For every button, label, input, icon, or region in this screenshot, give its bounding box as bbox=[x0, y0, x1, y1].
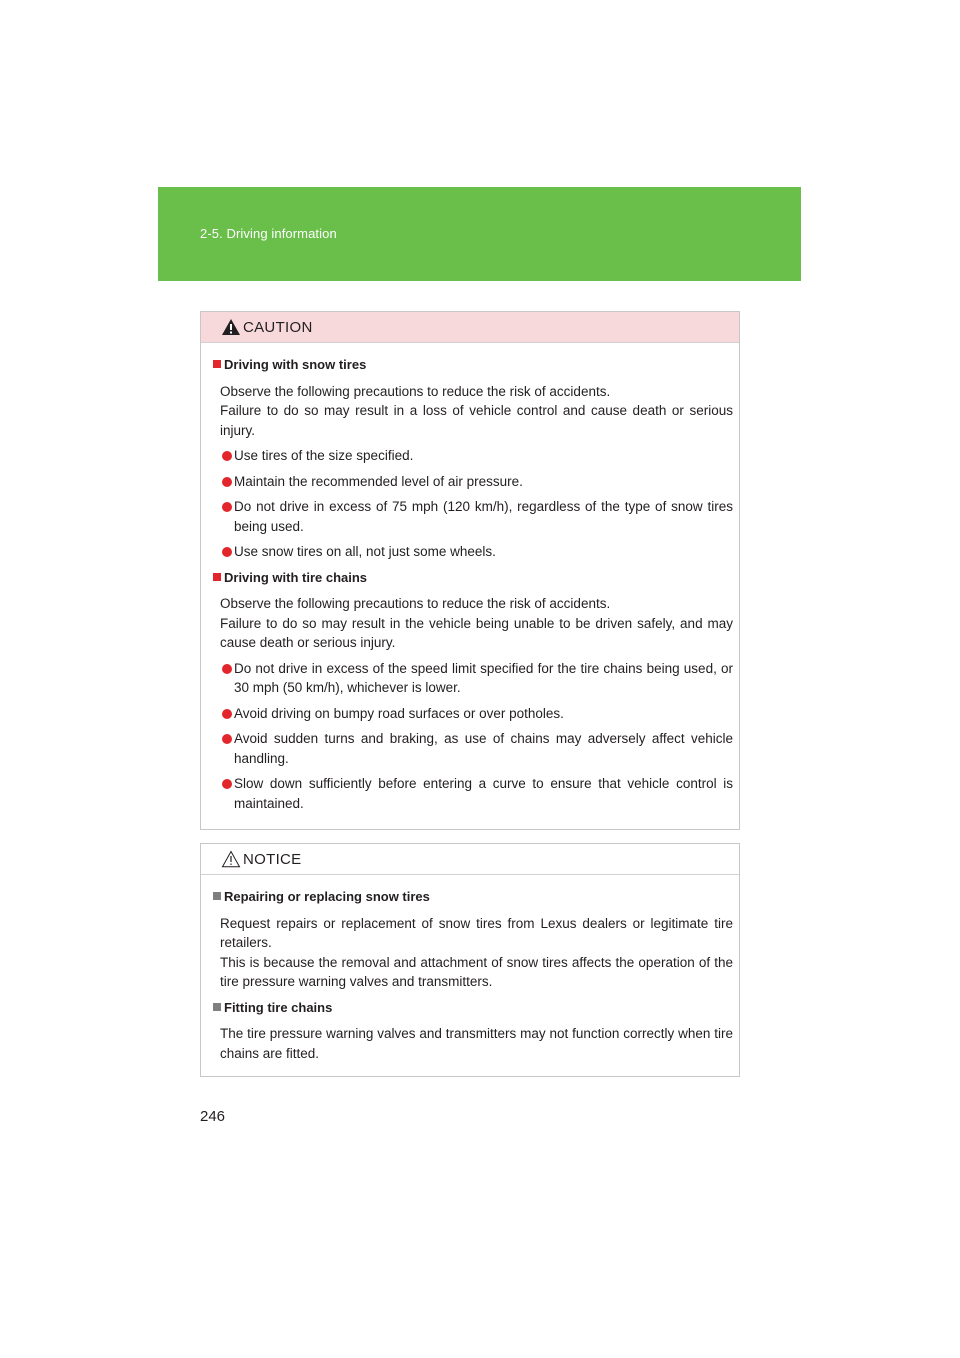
caution-box bbox=[200, 311, 740, 830]
notice-warning-icon bbox=[221, 850, 241, 868]
bullet-dot-icon bbox=[222, 547, 232, 557]
page-number: 246 bbox=[200, 1108, 226, 1125]
bullet-dot-icon bbox=[222, 664, 232, 674]
bullet-dot-icon bbox=[222, 477, 232, 487]
caution-header bbox=[201, 312, 739, 343]
paragraph: The tire pressure warning valves and transmitters may not function correctly when tire chains are fitted. bbox=[220, 1026, 733, 1061]
bullet-dot-icon bbox=[222, 734, 232, 744]
bullet-item: Avoid driving on bumpy road surfaces or over potholes. bbox=[213, 704, 733, 724]
bullet-item: Slow down sufficiently before entering a curve to ensure that vehicle control is maintained. bbox=[213, 774, 733, 813]
square-bullet-icon bbox=[213, 573, 221, 581]
bullet-item: Do not drive in excess of 75 mph (120 km/h), regardless of the type of snow tires being used. bbox=[213, 497, 733, 536]
bullet-dot-icon bbox=[222, 451, 232, 461]
bullet-dot-icon bbox=[222, 502, 232, 512]
bullet-item: Maintain the recommended level of air pressure. bbox=[213, 472, 733, 492]
section-heading: Fitting tire chains bbox=[213, 998, 733, 1018]
warning-icon bbox=[221, 318, 241, 336]
notice-title: NOTICE bbox=[243, 851, 302, 868]
paragraph: Observe the following precautions to reduce the risk of accidents. Failure to do so may result in a loss of vehicle control and cause death or serious injury. bbox=[220, 383, 733, 438]
caution-title: CAUTION bbox=[243, 319, 313, 336]
paragraph: Observe the following precautions to reduce the risk of accidents. Failure to do so may result in the vehicle being unable to be driven safely, and may cause death or serious injury. bbox=[220, 596, 733, 650]
section-heading: Repairing or replacing snow tires bbox=[213, 887, 733, 907]
section-label: 2-5. Driving information bbox=[200, 226, 337, 241]
notice-header bbox=[201, 844, 739, 875]
bullet-item: Use snow tires on all, not just some wheels. bbox=[213, 542, 733, 562]
bullet-item: Use tires of the size specified. bbox=[213, 446, 733, 466]
bullet-dot-icon bbox=[222, 709, 232, 719]
bullet-dot-icon bbox=[222, 779, 232, 789]
section-heading: Driving with snow tires bbox=[213, 355, 733, 375]
square-bullet-icon bbox=[213, 1003, 221, 1011]
paragraph: Request repairs or replacement of snow tires from Lexus dealers or legitimate tire retailers. This is because the removal and attachment of snow tires affects the operation of the tire pressure warning valves and transmitters. bbox=[220, 915, 733, 989]
section-header-band bbox=[158, 187, 801, 281]
bullet-item: Avoid sudden turns and braking, as use of chains may adversely affect vehicle handling. bbox=[213, 729, 733, 768]
square-bullet-icon bbox=[213, 360, 221, 368]
notice-box bbox=[200, 843, 740, 1077]
bullet-item: Do not drive in excess of the speed limit specified for the tire chains being used, or 30 mph (50 km/h), whichever is lower. bbox=[213, 659, 733, 698]
notice-body bbox=[201, 875, 739, 1063]
section-heading: Driving with tire chains bbox=[213, 568, 733, 588]
square-bullet-icon bbox=[213, 892, 221, 900]
caution-body bbox=[201, 343, 739, 813]
